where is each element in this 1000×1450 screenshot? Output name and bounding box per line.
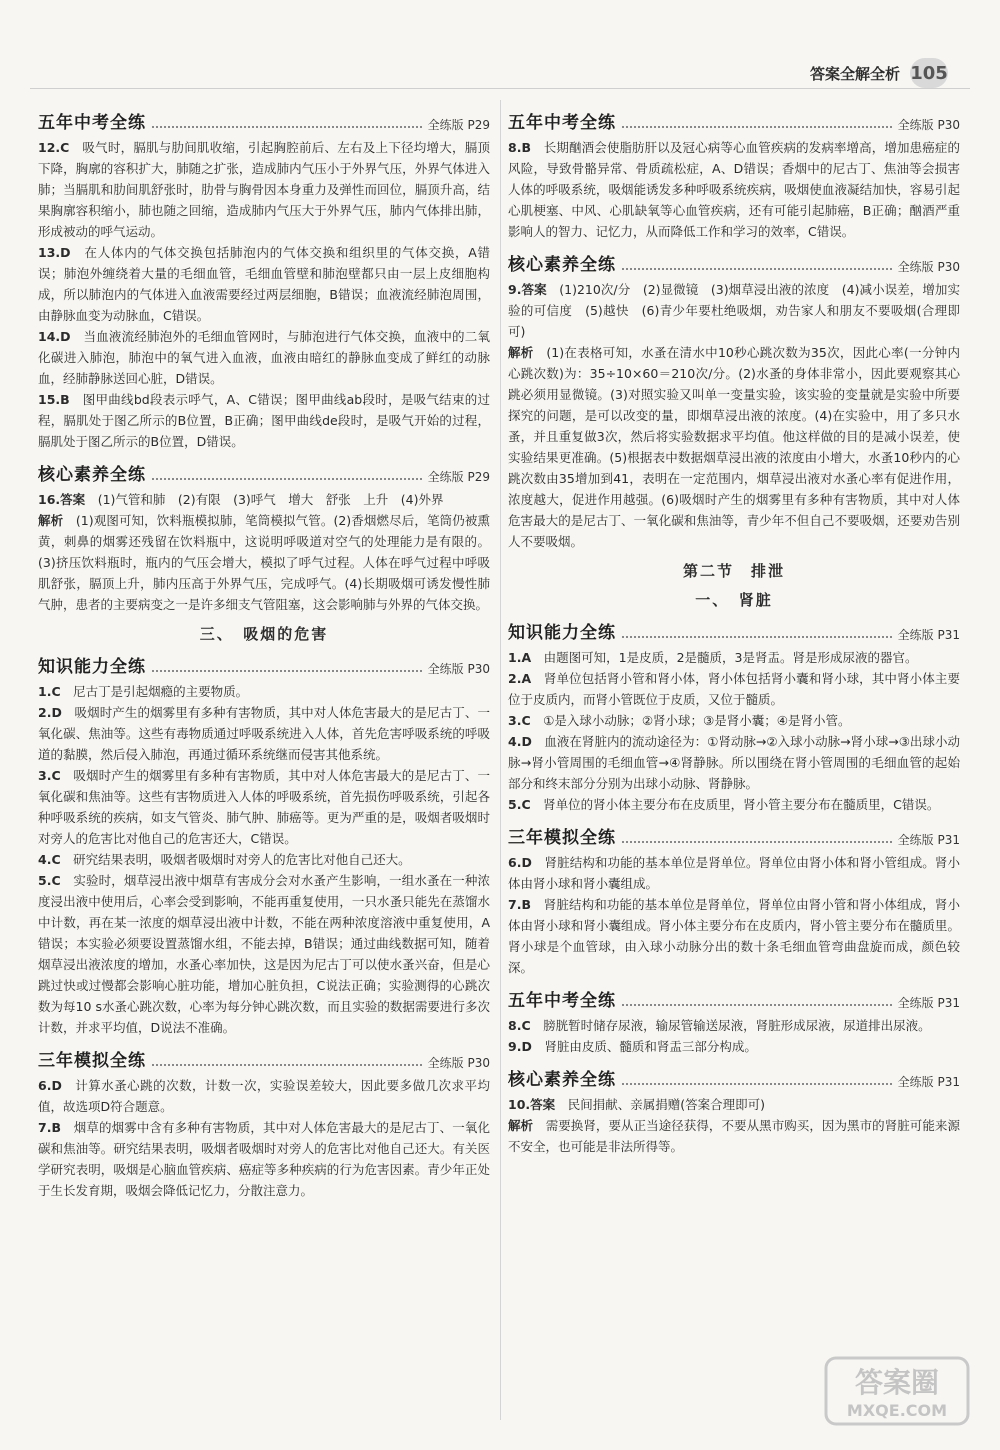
answer-text: (1)210次/分 (2)显微镜 (3)烟草浸出液的浓度 (4)减小误差，增加实验的可信度 (5)越快 (6)青少年要杜绝吸烟，劝告家人和朋友不要吸烟(合理即可) xyxy=(508,282,960,339)
section-header xyxy=(508,1065,960,1090)
answer-number: 15.B xyxy=(38,392,70,407)
page-header xyxy=(810,58,948,88)
analysis-text: (1)在表格可知，水蚤在清水中10秒心跳次数为35次，因此心率(一分钟内心跳次数)为：35÷10×60＝210次/分。(2)水蚤的身体非常小，因此要观察其心跳必须用显微镜。(3)对照实验又叫单一变量实验，该实验的变量就是实验中所要探究的问题，是可以改变的量，即烟草浸出液的浓度。(4)在实验中，用了多只水蚤，并且重复做3次，然后将实验数据求平均值。他这样做的目的是减小误差，使实验结果更准确。(5)根据表中数据烟草浸出液的浓度由小增大，水蚤10秒内的心跳次数由35增加到41，表明在一定范围内，烟草浸出液对水蚤心率有促进作用，浓度越大，促进作用越强。(6)吸烟时产生的烟雾里有多种有害物质，其中对人体危害最大的是尼古丁、一氧化碳和焦油等，青少年不但自己不要吸烟，还要劝告别人不要吸烟。 xyxy=(508,345,960,549)
answer-item xyxy=(38,137,490,242)
answer-item xyxy=(38,681,490,702)
answer-text: 在人体内的气体交换包括肺泡内的气体交换和组织里的气体交换，A错误；肺泡外缠绕着大量的毛细血管，毛细血管壁和肺泡壁都只由一层上皮细胞构成，所以肺泡内的气体进入血液需要经过两层细胞，B错误；血液流经肺泡周围，由静脉血变为动脉血，C错误。 xyxy=(38,245,490,323)
answer-item xyxy=(508,137,960,242)
answer-number: 9. xyxy=(508,282,522,297)
section-header xyxy=(508,108,960,133)
section-page-tag: 全练版 P29 xyxy=(427,470,490,484)
section-header xyxy=(508,823,960,848)
answer-text: (1)气管和肺 (2)有限 (3)呼气 增大 舒张 上升 (4)外界 xyxy=(97,492,444,507)
answer-text: 烟草的烟雾中含有多种有害物质，其中对人体危害最大的是尼古丁、一氧化碳和焦油等。研究结果表明，吸烟者吸烟时对旁人的危害比对他自己还大。有关医学研究表明，吸烟是心脑血管疾病、癌症等多种疾病的行为危害因素。青少年正处于生长发育期，吸烟会降低记忆力，分散注意力。 xyxy=(38,1120,490,1198)
watermark-logo xyxy=(822,1352,972,1430)
answer-item xyxy=(38,1117,490,1201)
column-divider xyxy=(500,100,501,1420)
answer-text: 图甲曲线bd段表示呼气，A、C错误；图甲曲线ab段时，是吸气结束的过程，膈肌处于图乙所示的B位置，B正确；图甲曲线de段时，是吸气开始的过程，膈肌处于图乙所示的B位置，D错误。 xyxy=(38,392,490,449)
answer-item xyxy=(38,765,490,849)
answer-number: 3.C xyxy=(38,768,61,783)
right-column xyxy=(508,100,960,1157)
answer-text: 肾单位包括肾小管和肾小体，肾小体包括肾小囊和肾小球，其中肾小体主要位于皮质内，而肾小管既位于皮质，又位于髓质。 xyxy=(508,671,960,707)
section-header xyxy=(508,618,960,643)
section-title: 知识能力全练 xyxy=(38,657,146,677)
analysis-paragraph xyxy=(508,342,960,552)
subsection-title: 一、 肾脏 xyxy=(695,591,773,609)
section-dotted-rule xyxy=(622,268,892,270)
answer-label: 答案 xyxy=(60,492,86,507)
answer-item xyxy=(38,326,490,389)
answer-item xyxy=(508,1015,960,1036)
watermark-text: 答案圈 xyxy=(854,1366,940,1399)
answer-item xyxy=(508,731,960,794)
section-dotted-rule xyxy=(152,670,422,672)
answer-number: 16. xyxy=(38,492,61,507)
answer-item xyxy=(38,1075,490,1117)
analysis-paragraph xyxy=(508,1115,960,1157)
answer-text: 实验时，烟草浸出液中烟草有害成分会对水蚤产生影响，一组水蚤在一种浓度浸出液中使用后，心率会受到影响，不能再重复使用，一只水蚤只能先在蒸馏水中计数，再在某一浓度的烟草浸出液中计数，不能在两种浓度溶液中重复使用，A错误；本实验必须要设置蒸馏水组，不能去掉，B错误；通过曲线数据可知，随着烟草浸出液浓度的增加，水蚤心率加快，这是因为尼古丁可以使水蚤兴奋，但是心跳过快或过慢都会影响心脏功能，增加心脏负担，C说法正确；实验测得的心跳次数为每10 s水蚤心跳次数，心率为每分钟心跳次数，而且实验的数据需要进行多次计数，并求平均值，D说法不准确。 xyxy=(38,873,490,1035)
answer-number: 4.C xyxy=(38,852,61,867)
section-page-tag: 全练版 P30 xyxy=(427,662,490,676)
section-page-tag: 全练版 P30 xyxy=(427,1056,490,1070)
answer-text: 当血液流经肺泡外的毛细血管网时，与肺泡进行气体交换，血液中的二氧化碳进入肺泡，肺泡中的氧气进入血液，血液由暗红的静脉血变成了鲜红的动脉血，经肺静脉送回心脏，D错误。 xyxy=(38,329,490,386)
answer-number: 2.D xyxy=(38,705,62,720)
answer-item xyxy=(508,1036,960,1057)
answer-text: 尼古丁是引起烟瘾的主要物质。 xyxy=(73,684,249,699)
subsection-title: 三、 吸烟的危害 xyxy=(199,625,329,643)
answer-number: 5.C xyxy=(38,873,61,888)
section-title: 五年中考全练 xyxy=(508,113,616,133)
section-title: 知识能力全练 xyxy=(508,623,616,643)
section-header xyxy=(38,652,490,677)
answer-item xyxy=(38,849,490,870)
answer-number: 10. xyxy=(508,1097,531,1112)
answer-text: 肾单位的肾小体主要分布在皮质里，肾小管主要分布在髓质里，C错误。 xyxy=(543,797,940,812)
answer-item xyxy=(38,242,490,326)
answer-text: 长期酗酒会使脂肪肝以及冠心病等心血管疾病的发病率增高，增加患癌症的风险，导致骨骼异常、骨质疏松症，A、D错误；香烟中的尼古丁、焦油等会损害人体的呼吸系统，吸烟能诱发多种呼吸系统疾病，吸烟使血液凝结加快，容易引起心肌梗塞、中风、心肌缺氧等心血管疾病，还有可能引起肺癌，B正确；酗酒严重影响人的智力、记忆力，从而降低工作和学习的效率，C错误。 xyxy=(508,140,960,239)
answer-text: 膀胱暂时储存尿液，输尿管输送尿液，肾脏形成尿液，尿道排出尿液。 xyxy=(543,1018,931,1033)
section-page-tag: 全练版 P31 xyxy=(897,996,960,1010)
answer-text: 计算水蚤心跳的次数，计数一次，实验误差较大，因此要多做几次求平均值，故选项D符合题意。 xyxy=(38,1078,490,1114)
section-header xyxy=(38,108,490,133)
subsection-title: 第二节 排泄 xyxy=(682,562,785,580)
answer-number: 14.D xyxy=(38,329,71,344)
answer-number: 3.C xyxy=(508,713,531,728)
section-dotted-rule xyxy=(152,478,422,480)
answer-item xyxy=(508,852,960,894)
section-page-tag: 全练版 P31 xyxy=(897,833,960,847)
header-title: 答案全解全析 xyxy=(809,64,900,83)
answer-text: 吸气时，膈肌与肋间肌收缩，引起胸腔前后、左右及上下径均增大，膈顶下降，胸廓的容积扩大，肺随之扩张，造成肺内气压小于外界气压，外界气体进入肺；当膈肌和肋间肌舒张时，肋骨与胸骨因本身重力及弹性而回位，膈顶升高，结果胸廓容积缩小，肺也随之回缩，造成肺内气压大于外界气压，肺内气体排出肺，形成被动的呼气运动。 xyxy=(38,140,490,239)
left-column xyxy=(38,100,490,1201)
section-header xyxy=(508,986,960,1011)
section-title: 五年中考全练 xyxy=(38,113,146,133)
answer-number: 8.C xyxy=(508,1018,531,1033)
analysis-label: 解析 xyxy=(38,513,64,528)
answer-number: 5.C xyxy=(508,797,531,812)
answer-text: 血液在肾脏内的流动途径为：①肾动脉→②入球小动脉→肾小球→③出球小动脉→肾小管周围的毛细血管→④肾静脉。所以围绕在肾小管周围的毛细血管的起始部分和终末部分分别为出球小动脉、肾静脉。 xyxy=(508,734,960,791)
answer-number: 7.B xyxy=(38,1120,61,1135)
answer-number: 1.A xyxy=(508,650,532,665)
section-title: 五年中考全练 xyxy=(508,991,616,1011)
answer-item xyxy=(508,279,960,342)
analysis-paragraph xyxy=(38,510,490,615)
answer-text: 民间捐献、亲属捐赠(答案合理即可) xyxy=(567,1097,765,1112)
answer-text: 吸烟时产生的烟雾里有多种有害物质，其中对人体危害最大的是尼古丁、一氧化碳和焦油等。这些有害物质进入人体的呼吸系统，首先损伤呼吸系统，引起各种呼吸系统的疾病，如支气管炎、肺气肿、肺癌等。更为严重的是，吸烟者吸烟时对旁人的危害比对他自己的危害还大，C错误。 xyxy=(38,768,490,846)
section-page-tag: 全练版 P31 xyxy=(897,1075,960,1089)
page-number: 105 xyxy=(910,58,948,88)
answer-item xyxy=(38,870,490,1038)
answer-number: 6.D xyxy=(38,1078,62,1093)
answer-number: 9.D xyxy=(508,1039,532,1054)
answer-item xyxy=(38,489,490,510)
analysis-text: 需要换肾，要从正当途径获得，不要从黑市购买，因为黑市的肾脏可能来源不安全，也可能是非法所得等。 xyxy=(508,1118,960,1154)
section-dotted-rule xyxy=(152,126,422,128)
answer-text: 肾脏结构和功能的基本单位是肾单位。肾单位由肾小体和肾小管组成。肾小体由肾小球和肾小囊组成。 xyxy=(508,855,960,891)
answer-item xyxy=(508,668,960,710)
analysis-label: 解析 xyxy=(508,345,534,360)
section-title: 核心素养全练 xyxy=(38,465,146,485)
answer-item xyxy=(508,710,960,731)
section-dotted-rule xyxy=(622,1004,892,1006)
section-page-tag: 全练版 P31 xyxy=(897,628,960,642)
answer-text: ①是入球小动脉；②肾小球；③是肾小囊；④是肾小管。 xyxy=(543,713,851,728)
answer-number: 8.B xyxy=(508,140,531,155)
answer-label: 答案 xyxy=(521,282,547,297)
analysis-text: (1)观图可知，饮料瓶模拟肺，笔筒模拟气管。(2)香烟燃尽后，笔筒仍被熏黄，刺鼻的烟雾还残留在饮料瓶中，这说明呼吸道对空气的处理能力是有限的。(3)挤压饮料瓶时，瓶内的气压会增大，模拟了呼气过程。人体在呼气过程中呼吸肌舒张，膈顶上升，肺内压高于外界气压，完成呼气。(4)长期吸烟可诱发慢性肺气肿，患者的主要病变之一是许多细支气管阻塞，这会影响肺与外界的气体交换。 xyxy=(38,513,490,612)
answer-item xyxy=(38,702,490,765)
answer-number: 2.A xyxy=(508,671,532,686)
answer-item xyxy=(508,1094,960,1115)
section-title: 核心素养全练 xyxy=(508,255,616,275)
section-page-tag: 全练版 P30 xyxy=(897,260,960,274)
section-header xyxy=(508,250,960,275)
section-dotted-rule xyxy=(622,126,892,128)
watermark-url: MXQE.COM xyxy=(846,1401,948,1420)
section-dotted-rule xyxy=(622,1083,892,1085)
section-header xyxy=(38,1046,490,1071)
section-page-tag: 全练版 P30 xyxy=(897,118,960,132)
answer-number: 4.D xyxy=(508,734,532,749)
section-header xyxy=(38,460,490,485)
answer-text: 肾脏由皮质、髓质和肾盂三部分构成。 xyxy=(544,1039,757,1054)
answer-text: 由题图可知，1是皮质，2是髓质，3是肾盂。肾是形成尿液的器官。 xyxy=(543,650,918,665)
answer-number: 6.D xyxy=(508,855,532,870)
header-rule xyxy=(30,88,970,89)
section-dotted-rule xyxy=(152,1064,422,1066)
answer-number: 1.C xyxy=(38,684,61,699)
section-title: 核心素养全练 xyxy=(508,1070,616,1090)
answer-number: 13.D xyxy=(38,245,71,260)
section-title: 三年模拟全练 xyxy=(508,828,616,848)
answer-item xyxy=(508,794,960,815)
section-page-tag: 全练版 P29 xyxy=(427,118,490,132)
answer-item xyxy=(508,894,960,978)
answer-item xyxy=(38,389,490,452)
analysis-label: 解析 xyxy=(508,1118,534,1133)
section-dotted-rule xyxy=(622,841,892,843)
section-dotted-rule xyxy=(622,636,892,638)
answer-number: 7.B xyxy=(508,897,531,912)
answer-text: 肾脏结构和功能的基本单位是肾单位，肾单位由肾小管和肾小体组成，肾小体由肾小球和肾小囊组成。肾小体主要分布在皮质内，肾小管主要分布在髓质里。肾小球是个血管球，由入球小动脉分出的数十条毛细血管弯曲盘旋而成，颜色较深。 xyxy=(508,897,960,975)
answer-item xyxy=(508,647,960,668)
answer-label: 答案 xyxy=(530,1097,556,1112)
answer-text: 研究结果表明，吸烟者吸烟时对旁人的危害比对他自己还大。 xyxy=(73,852,411,867)
section-title: 三年模拟全练 xyxy=(38,1051,146,1071)
answer-number: 12.C xyxy=(38,140,70,155)
answer-text: 吸烟时产生的烟雾里有多种有害物质，其中对人体危害最大的是尼古丁、一氧化碳、焦油等。这些有毒物质通过呼吸系统进入人体，首先危害呼吸系统的呼吸道的黏膜，然后侵入肺泡，再通过循环系统继而侵害其他系统。 xyxy=(38,705,490,762)
